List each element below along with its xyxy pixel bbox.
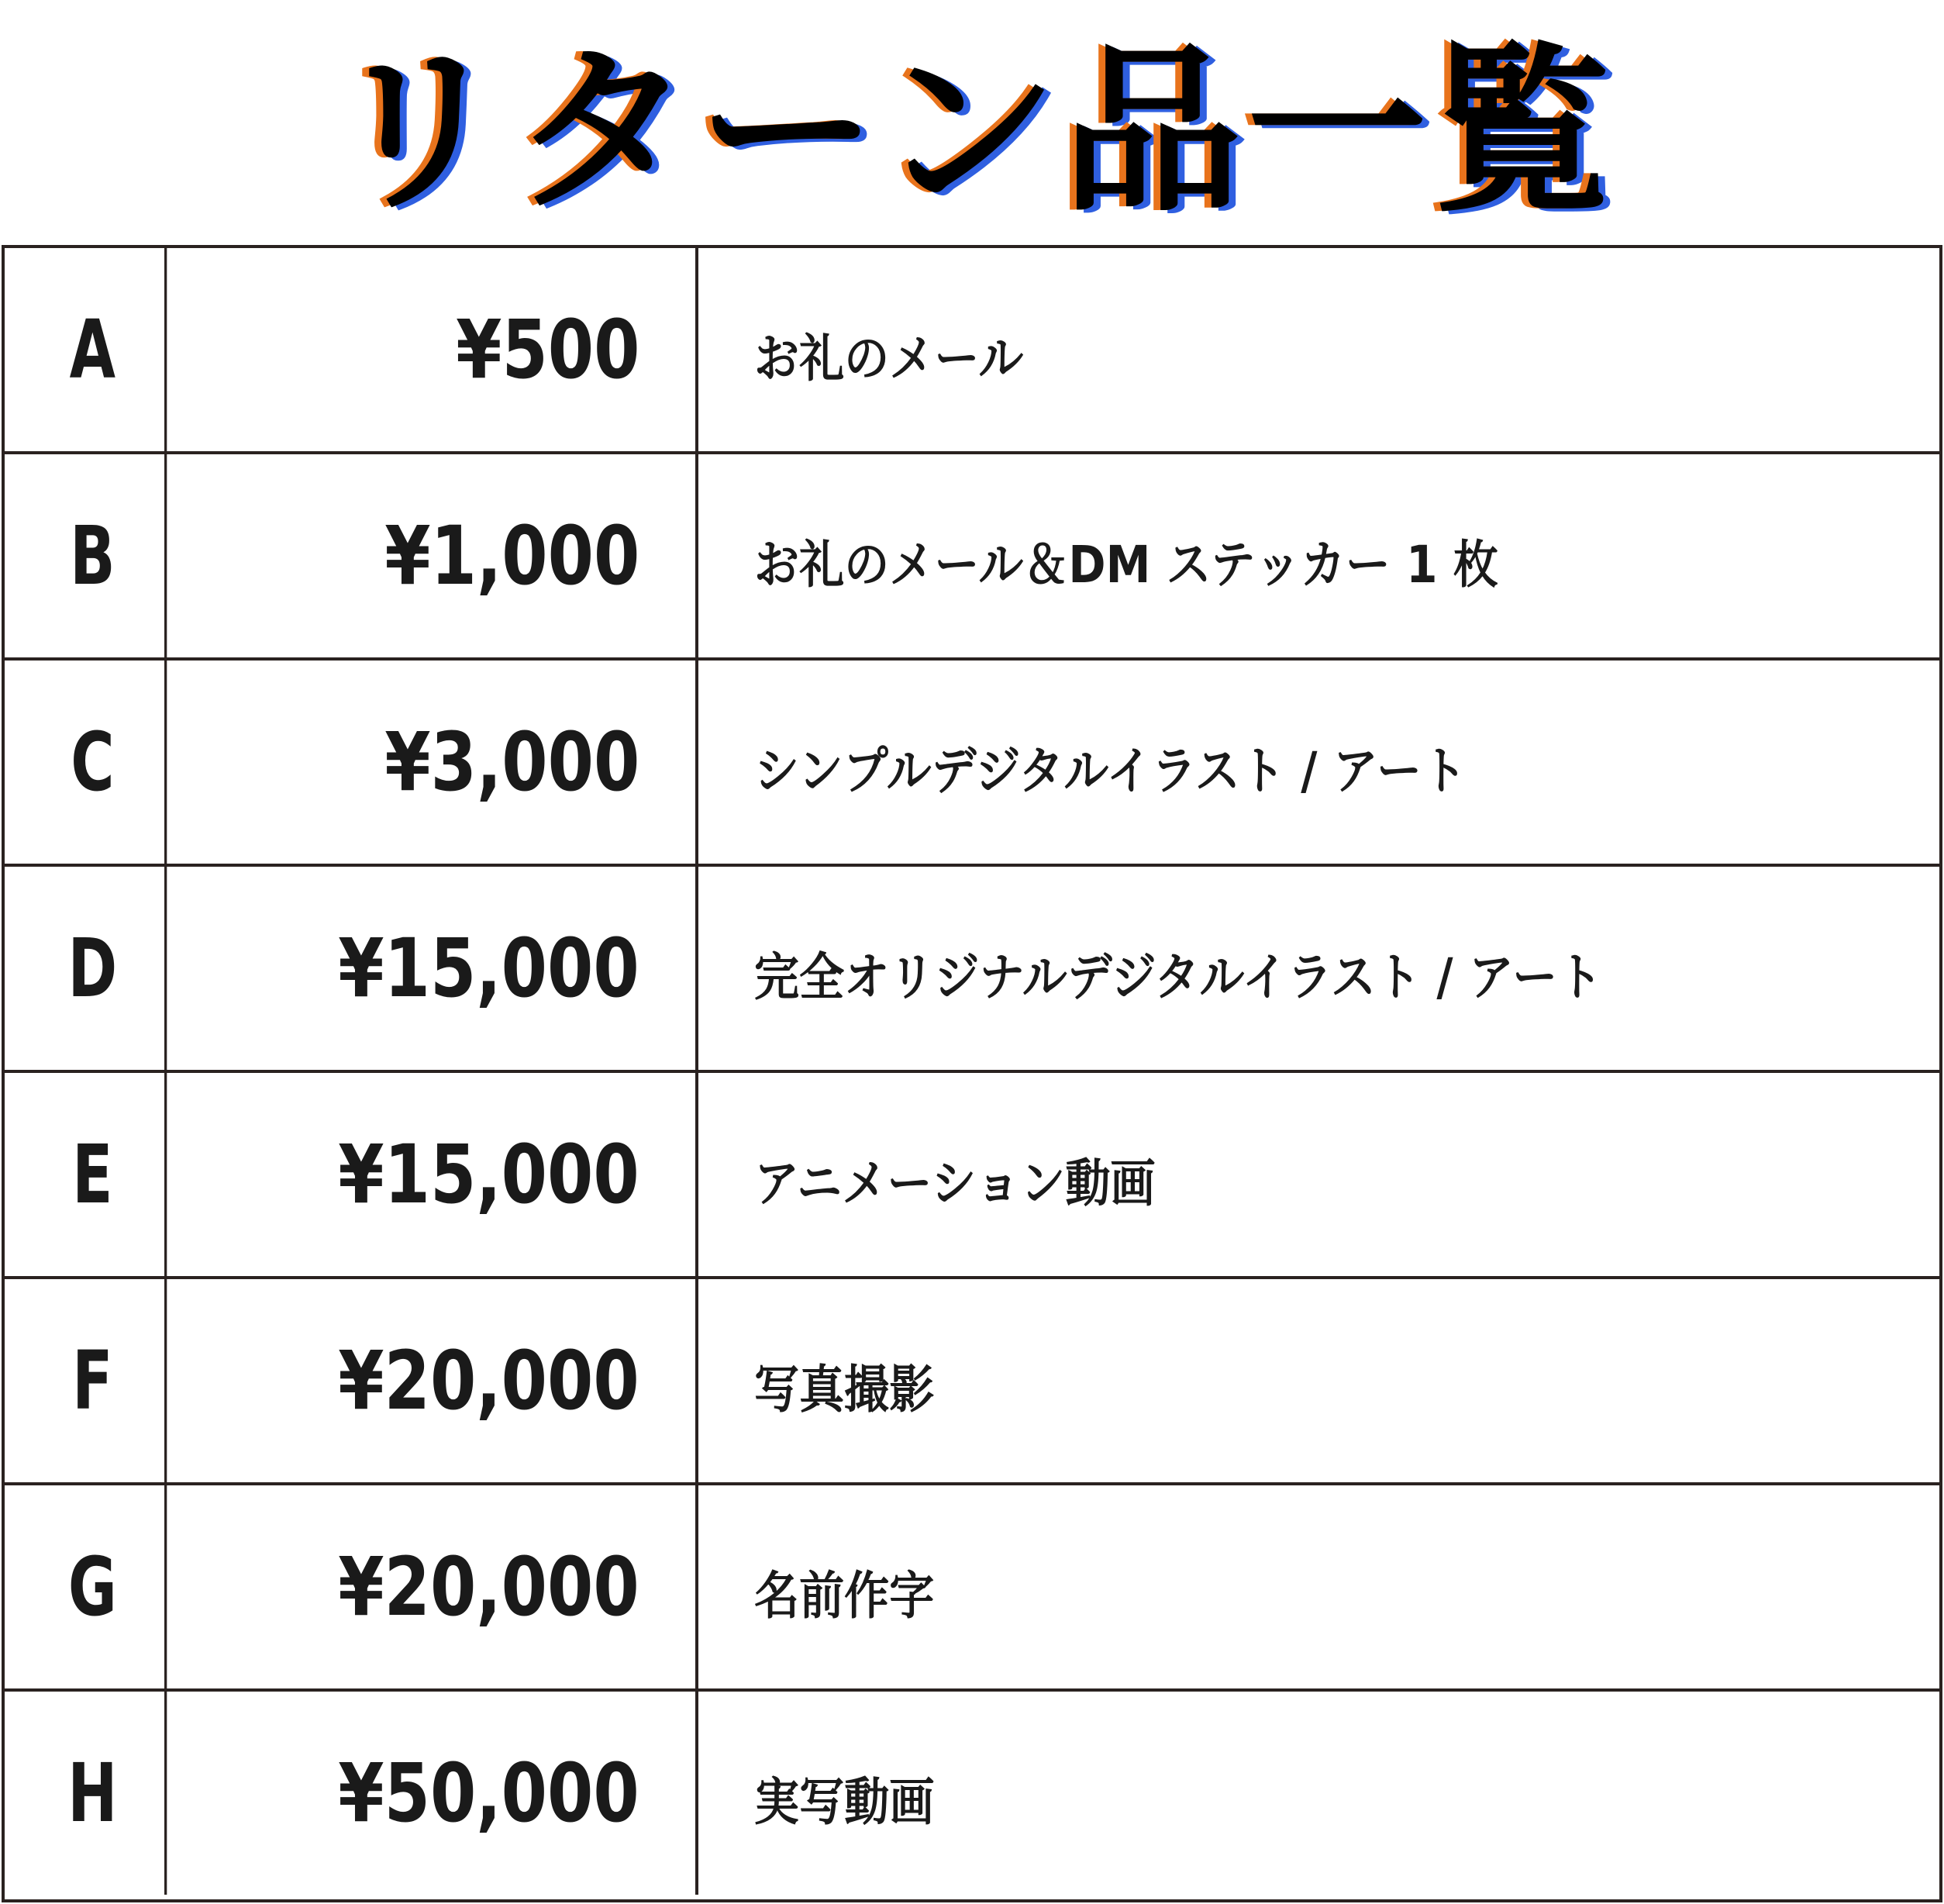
tier-key: H bbox=[21, 1692, 167, 1895]
table-row bbox=[5, 248, 1939, 454]
tier-price: ¥15,000 bbox=[338, 1127, 639, 1222]
tier-price: ¥20,000 bbox=[338, 1333, 639, 1428]
tier-description-cell bbox=[698, 1692, 1939, 1895]
tier-price-cell bbox=[183, 1692, 698, 1895]
tier-key: B bbox=[21, 454, 167, 657]
tier-price-cell bbox=[183, 867, 698, 1070]
table-row bbox=[5, 867, 1939, 1073]
tier-key: G bbox=[21, 1485, 167, 1688]
page-title: リターン品一覧 bbox=[328, 26, 1616, 236]
table-row bbox=[5, 1073, 1939, 1279]
tier-price-cell bbox=[183, 661, 698, 864]
tier-description-cell bbox=[698, 661, 1939, 864]
tier-description: シンプルデジタルイラスト / アート bbox=[754, 740, 1467, 801]
tier-description: アニメーション動画 bbox=[754, 1153, 1156, 1213]
tier-description: 実写動画 bbox=[754, 1771, 935, 1832]
tier-key: D bbox=[21, 867, 167, 1070]
tier-key: E bbox=[21, 1073, 167, 1276]
tier-description: お礼のメール bbox=[754, 328, 1024, 388]
tier-key: C bbox=[21, 661, 167, 864]
tier-price-cell bbox=[183, 1485, 698, 1688]
tier-description-cell bbox=[698, 248, 1939, 451]
tier-description: 写真撮影 bbox=[754, 1359, 935, 1419]
tier-price: ¥15,000 bbox=[338, 921, 639, 1016]
tier-description-cell bbox=[698, 1485, 1939, 1688]
tier-price: ¥500 bbox=[455, 302, 639, 397]
table-row bbox=[5, 1692, 1939, 1895]
tier-description-cell bbox=[698, 454, 1939, 657]
tier-price-cell bbox=[183, 454, 698, 657]
tier-key: A bbox=[21, 248, 167, 451]
tier-description: 完全オリジナルデジタルイラスト / アート bbox=[754, 947, 1603, 1007]
tier-price: ¥20,000 bbox=[338, 1540, 639, 1634]
table-row bbox=[5, 1485, 1939, 1692]
tier-description: 名前作字 bbox=[754, 1565, 935, 1626]
tier-price-cell bbox=[183, 1279, 698, 1482]
tier-price: ¥50,000 bbox=[338, 1746, 639, 1840]
tier-description-cell bbox=[698, 1073, 1939, 1276]
tier-price-cell bbox=[183, 1073, 698, 1276]
tier-description-cell bbox=[698, 867, 1939, 1070]
table-row bbox=[5, 454, 1939, 661]
tier-description: お礼のメール＆DM ステッカー 1 枚 bbox=[754, 534, 1498, 595]
return-items-table bbox=[2, 245, 1942, 1902]
table-row bbox=[5, 1279, 1939, 1485]
tier-price: ¥1,000 bbox=[384, 509, 639, 603]
tier-key: F bbox=[21, 1279, 167, 1482]
tier-price-cell bbox=[183, 248, 698, 451]
tier-description-cell bbox=[698, 1279, 1939, 1482]
table-row bbox=[5, 661, 1939, 867]
tier-price: ¥3,000 bbox=[384, 715, 639, 809]
